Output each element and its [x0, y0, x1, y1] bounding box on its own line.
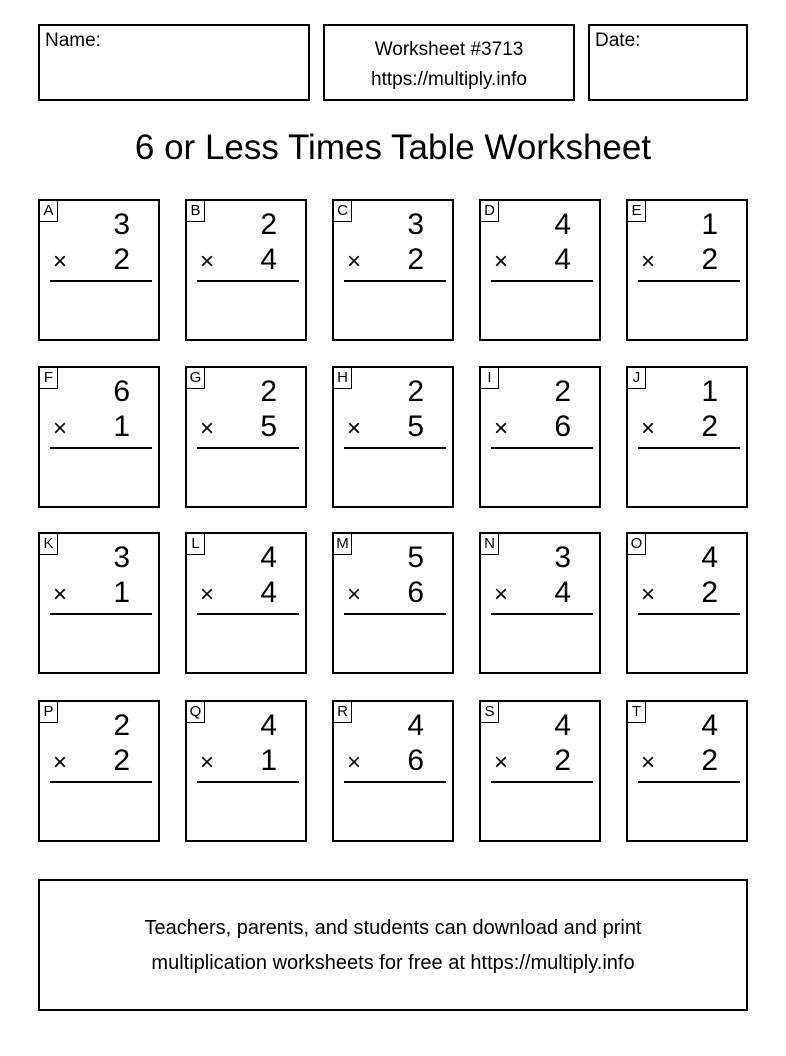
answer-line: [638, 613, 740, 615]
worksheet-id: Worksheet #3713: [374, 39, 524, 60]
problem-letter: F: [39, 367, 58, 389]
times-sign: ×: [200, 415, 215, 442]
problem-letter: T: [627, 701, 646, 723]
name-field[interactable]: [38, 24, 310, 101]
times-sign: ×: [641, 248, 656, 275]
multiplier: 2: [554, 744, 571, 777]
problem-card[interactable]: [479, 700, 601, 842]
multiplicand: 1: [701, 208, 718, 241]
answer-line: [50, 781, 152, 783]
date-field[interactable]: [588, 24, 748, 101]
problem-card[interactable]: [626, 532, 748, 674]
multiplier: 2: [701, 744, 718, 777]
multiplicand: 2: [260, 375, 277, 408]
problem-letter: I: [480, 367, 499, 389]
multiplicand: 2: [113, 709, 130, 742]
multiplier: 4: [260, 576, 277, 609]
answer-line: [50, 447, 152, 449]
answer-line: [344, 781, 446, 783]
times-sign: ×: [347, 581, 362, 608]
times-sign: ×: [494, 415, 509, 442]
footer-line-1: Teachers, parents, and students can download and print: [144, 917, 642, 939]
answer-line: [197, 613, 299, 615]
answer-line: [344, 613, 446, 615]
date-label: Date:: [595, 30, 641, 51]
problem-card[interactable]: [626, 700, 748, 842]
multiplier: 1: [113, 410, 130, 443]
multiplier: 2: [113, 744, 130, 777]
answer-line: [50, 280, 152, 282]
times-sign: ×: [53, 749, 68, 776]
multiplier: 2: [701, 576, 718, 609]
problem-letter: L: [186, 533, 205, 555]
problem-card[interactable]: [185, 366, 307, 508]
multiplier: 2: [701, 243, 718, 276]
answer-line: [638, 447, 740, 449]
problem-letter: S: [480, 701, 499, 723]
answer-line: [344, 280, 446, 282]
footer-box: [38, 879, 748, 1011]
name-label: Name:: [45, 30, 101, 51]
multiplicand: 1: [701, 375, 718, 408]
multiplier: 6: [554, 410, 571, 443]
times-sign: ×: [641, 749, 656, 776]
problem-card[interactable]: [332, 366, 454, 508]
problem-letter: Q: [186, 701, 205, 723]
times-sign: ×: [494, 749, 509, 776]
times-sign: ×: [641, 581, 656, 608]
multiplicand: 2: [407, 375, 424, 408]
times-sign: ×: [200, 581, 215, 608]
times-sign: ×: [347, 415, 362, 442]
multiplier: 2: [701, 410, 718, 443]
times-sign: ×: [494, 581, 509, 608]
problem-letter: C: [333, 200, 352, 222]
page-title: 6 or Less Times Table Worksheet: [134, 128, 652, 167]
problem-card[interactable]: [626, 199, 748, 341]
answer-line: [491, 781, 593, 783]
problem-letter: N: [480, 533, 499, 555]
problem-letter: B: [186, 200, 205, 222]
times-sign: ×: [494, 248, 509, 275]
multiplier: 6: [407, 576, 424, 609]
site-url: https://multiply.info: [371, 69, 527, 90]
answer-line: [50, 613, 152, 615]
answer-line: [491, 613, 593, 615]
problem-card[interactable]: [185, 532, 307, 674]
problem-card[interactable]: [332, 532, 454, 674]
problem-letter: D: [480, 200, 499, 222]
multiplicand: 4: [260, 541, 277, 574]
multiplicand: 4: [554, 709, 571, 742]
problem-card[interactable]: [185, 700, 307, 842]
multiplier: 2: [407, 243, 424, 276]
multiplier: 1: [260, 744, 277, 777]
problem-card[interactable]: [38, 366, 160, 508]
problem-card[interactable]: [332, 199, 454, 341]
multiplicand: 3: [407, 208, 424, 241]
problem-letter: G: [186, 367, 205, 389]
problem-letter: K: [39, 533, 58, 555]
times-sign: ×: [53, 248, 68, 275]
multiplier: 4: [554, 243, 571, 276]
problem-letter: E: [627, 200, 646, 222]
worksheet-info-box: [323, 24, 575, 101]
problem-card[interactable]: [626, 366, 748, 508]
multiplicand: 3: [113, 541, 130, 574]
multiplicand: 4: [701, 709, 718, 742]
times-sign: ×: [53, 581, 68, 608]
problem-card[interactable]: [479, 366, 601, 508]
problem-card[interactable]: [38, 700, 160, 842]
problem-letter: P: [39, 701, 58, 723]
multiplicand: 4: [260, 709, 277, 742]
problem-letter: A: [39, 200, 58, 222]
answer-line: [638, 280, 740, 282]
times-sign: ×: [641, 415, 656, 442]
multiplier: 5: [407, 410, 424, 443]
answer-line: [491, 447, 593, 449]
problem-card[interactable]: [185, 199, 307, 341]
times-sign: ×: [347, 248, 362, 275]
footer-line-2: multiplication worksheets for free at https://multiply.info: [151, 952, 635, 974]
times-sign: ×: [200, 248, 215, 275]
problem-letter: R: [333, 701, 352, 723]
problem-letter: O: [627, 533, 646, 555]
multiplier: 4: [260, 243, 277, 276]
problem-card[interactable]: [479, 199, 601, 341]
problem-card[interactable]: [332, 700, 454, 842]
multiplicand: 3: [113, 208, 130, 241]
multiplicand: 4: [407, 709, 424, 742]
answer-line: [197, 447, 299, 449]
multiplicand: 6: [113, 375, 130, 408]
multiplier: 4: [554, 576, 571, 609]
problem-card[interactable]: [38, 532, 160, 674]
problem-letter: J: [627, 367, 646, 389]
problem-letter: M: [333, 533, 352, 555]
multiplier: 2: [113, 243, 130, 276]
answer-line: [491, 280, 593, 282]
answer-line: [638, 781, 740, 783]
times-sign: ×: [53, 415, 68, 442]
multiplicand: 4: [554, 208, 571, 241]
problem-letter: H: [333, 367, 352, 389]
times-sign: ×: [200, 749, 215, 776]
problem-card[interactable]: [38, 199, 160, 341]
multiplier: 5: [260, 410, 277, 443]
problem-card[interactable]: [479, 532, 601, 674]
multiplicand: 2: [260, 208, 277, 241]
answer-line: [344, 447, 446, 449]
answer-line: [197, 280, 299, 282]
multiplier: 6: [407, 744, 424, 777]
multiplier: 1: [113, 576, 130, 609]
times-sign: ×: [347, 749, 362, 776]
multiplicand: 5: [407, 541, 424, 574]
multiplicand: 2: [554, 375, 571, 408]
multiplicand: 3: [554, 541, 571, 574]
answer-line: [197, 781, 299, 783]
multiplicand: 4: [701, 541, 718, 574]
